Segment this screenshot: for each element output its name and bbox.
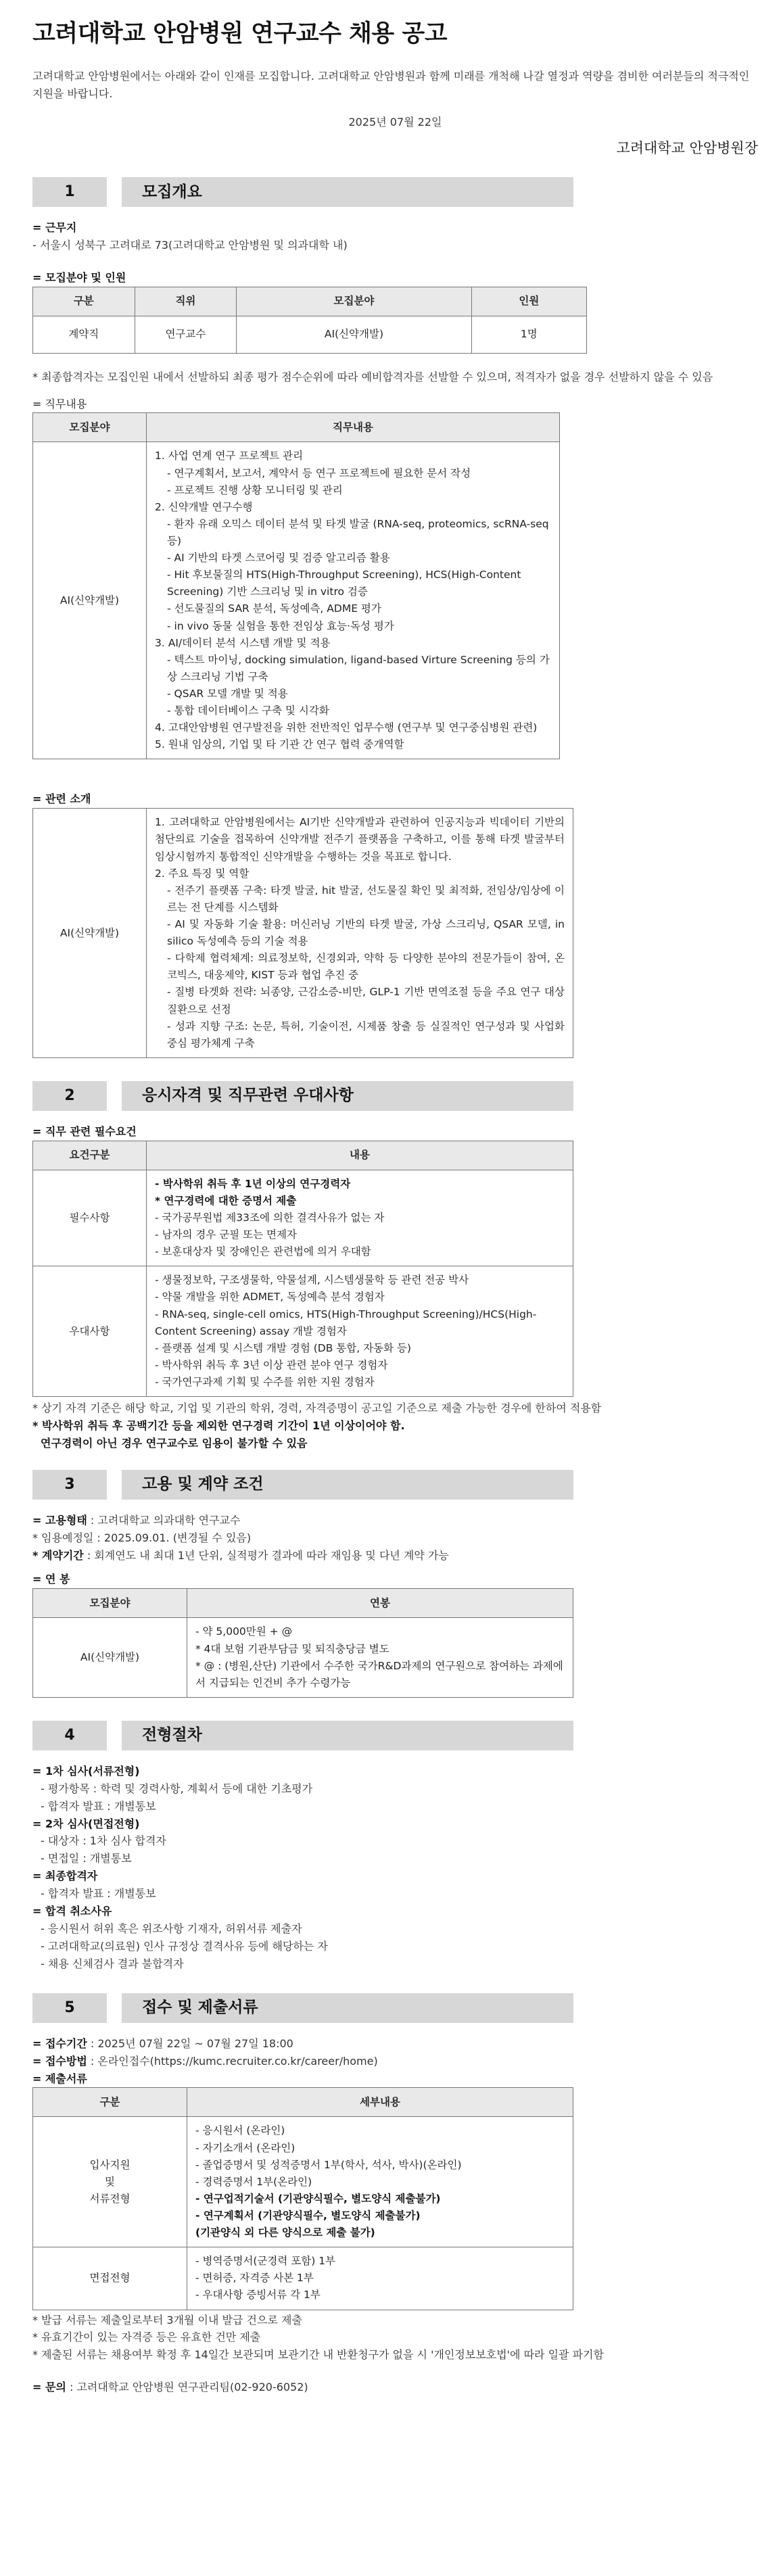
hospital-director: 고려대학교 안암병원장 — [616, 140, 758, 157]
period-label: = 접수기간 — [32, 2036, 87, 2050]
list-item: * @ : (병원,산단) 기관에서 수주한 국가R&D과제의 연구원으로 참여하는 과제에서 지급되는 인건비 추가 수령가능 — [195, 1659, 563, 1689]
list-item: - 응시원서 (온라인) — [195, 2124, 285, 2137]
process-line: - 고려대학교(의료원) 인사 규정상 결격사유 등에 해당하는 자 — [41, 1939, 328, 1953]
table-cell: 1명 — [471, 316, 586, 353]
list-item: 2. 주요 특징 및 역할 — [155, 867, 250, 880]
table-header: 인원 — [471, 287, 586, 316]
employment-type-label: = 고용형태 — [32, 1513, 87, 1527]
table-header-row — [33, 2088, 573, 2117]
section-number: 3 — [32, 1470, 107, 1500]
list-item: 1. 사업 연계 연구 프로젝트 관리 — [155, 450, 304, 462]
duty-table — [32, 412, 560, 759]
list-item: - QSAR 모델 개발 및 적용 — [167, 687, 288, 700]
process-line: - 합격자 발표 : 개별통보 — [41, 1887, 156, 1901]
related-intro-label: = 관련 소개 — [32, 792, 91, 806]
list-item: - 졸업증명서 및 성적증명서 1부(학사, 석사, 박사)(온라인) — [195, 2158, 462, 2171]
intro-text: 고려대학교 안암병원에서는 아래와 같이 인재를 모집합니다. 고려대학교 안암병원과 함께 미래를 개척해 나갈 열정과 역량을 겸비한 여러분들의 적극적인 지원을 바랍니다. — [32, 69, 750, 100]
table-row — [33, 316, 587, 353]
doc-category-line: 및 — [105, 2175, 115, 2188]
process-line: - 면접일 : 개별통보 — [41, 1852, 132, 1865]
list-item: - 병역증명서(군경력 포함) 1부 — [195, 2255, 336, 2268]
list-item: - AI 및 자동화 기술 활용: 머신러닝 기반의 타겟 발굴, 가상 스크리닝, QSAR 모델, in silico 독성예측 등의 기술 적용 — [167, 917, 565, 948]
announcement-date: 2025년 07월 22일 — [348, 116, 442, 129]
list-item: 3. AI/데이터 분석 시스템 개발 및 적용 — [155, 636, 331, 649]
table-cell: 계약직 — [33, 316, 135, 353]
workplace-label: = 근무지 — [32, 221, 77, 235]
related-intro-table — [32, 808, 573, 1058]
requirements-label: = 직무 관련 필수요건 — [32, 1124, 137, 1138]
list-item: - 약 5,000만원 + @ — [195, 1625, 293, 1638]
employment-type-value: : 고려대학교 의과대학 연구교수 — [87, 1513, 241, 1527]
list-item: - 텍스트 마이닝, docking simulation, ligand-based Virture Screening 등의 가상 스크리닝 기법 구축 — [167, 653, 550, 683]
table-cell: 우대사항 — [33, 1266, 147, 1397]
list-item: - 우대사항 증빙서류 각 1부 — [195, 2289, 321, 2301]
section-number: 4 — [32, 1721, 107, 1750]
table-header: 세부내용 — [187, 2088, 573, 2117]
table-cell — [187, 1618, 573, 1697]
docs-label: = 제출서류 — [32, 2072, 87, 2085]
list-item: - 연구업적기술서 (기관양식필수, 별도양식 제출불가) — [195, 2192, 441, 2205]
method-label: = 접수방법 — [32, 2054, 87, 2068]
process-line: - 응시원서 허위 혹은 위조사항 기재자, 허위서류 제출자 — [41, 1922, 302, 1935]
list-item: - 연구계획서, 보고서, 계약서 등 연구 프로젝트에 필요한 문서 작성 — [167, 467, 471, 479]
process-blocks — [32, 1763, 758, 1973]
career-note: * 박사학위 취득 후 공백기간 등을 제외한 연구경력 기간이 1년 이상이어야 함. — [32, 1418, 405, 1432]
table-header: 모집분야 — [33, 413, 147, 442]
section-title: 모집개요 — [122, 177, 573, 207]
table-cell — [147, 1266, 573, 1397]
section-header-5 — [32, 1993, 573, 2023]
table-header: 직위 — [135, 287, 237, 316]
table-cell — [187, 2247, 573, 2310]
table-cell — [147, 809, 573, 1058]
table-row — [33, 442, 560, 759]
table-header-row — [33, 413, 560, 442]
start-date: * 임용예정일 : 2025.09.01. (변경될 수 있음) — [32, 1531, 252, 1544]
list-item: - 박사학위 취득 후 1년 이상의 연구경력자 — [155, 1177, 351, 1190]
table-cell: AI(신약개발) — [237, 316, 471, 353]
list-item: - 면허증, 자격증 사본 1부 — [195, 2272, 314, 2285]
table-header: 직무내용 — [147, 413, 560, 442]
list-item: - Hit 후보물질의 HTS(High-Throughput Screening), HCS(High-Content Screening) 기반 스크리닝 및 in vitro 검증 — [167, 569, 521, 598]
method-value: : 온라인접수(https://kumc.recruiter.co.kr/career/home) — [87, 2054, 378, 2068]
selection-note: * 최종합격자는 모집인원 내에서 선발하되 최종 평가 점수순위에 따라 예비합격자를 선발할 수 있으며, 적격자가 없을 경우 선발하지 않을 수 있음 — [32, 370, 713, 383]
list-item: - 프로젝트 진행 상황 모니터링 및 관리 — [167, 483, 343, 496]
career-note-detail: 연구경력이 아닌 경우 연구교수로 임용이 불가할 수 있음 — [41, 1436, 308, 1450]
section-number: 5 — [32, 1993, 107, 2023]
section-title: 응시자격 및 직무관련 우대사항 — [122, 1081, 573, 1111]
table-cell: AI(신약개발) — [33, 809, 147, 1058]
list-item: - in vivo 동물 실험을 통한 전임상 효능·독성 평가 — [167, 619, 394, 632]
table-cell — [147, 442, 560, 759]
list-item: 5. 원내 임상의, 기업 및 타 기관 간 연구 협력 중개역할 — [155, 738, 404, 751]
process-label: = 합격 취소사유 — [32, 1905, 112, 1918]
table-header: 모집분야 — [237, 287, 471, 316]
table-cell: 필수사항 — [33, 1170, 147, 1266]
list-item: - 성과 지향 구조: 논문, 특허, 기술이전, 시제품 창출 등 실질적인 연구성과 및 사업화 중심 평가체계 구축 — [167, 1020, 565, 1049]
recruit-table — [32, 287, 587, 354]
qualification-note: * 상기 자격 기준은 해당 학교, 기업 및 기관의 학위, 경력, 자격증명이 공고일 기준으로 제출 가능한 경우에 한하여 적용함 — [32, 1402, 602, 1415]
section-header-2 — [32, 1081, 573, 1111]
duty-list — [155, 448, 551, 753]
table-row — [33, 1618, 573, 1697]
table-header: 구분 — [33, 2088, 187, 2117]
table-row — [33, 2247, 573, 2310]
table-header-row — [33, 1589, 573, 1618]
list-item: - 플랫폼 설계 및 시스템 개발 경험 (DB 통합, 자동화 등) — [155, 1341, 411, 1354]
table-row — [33, 1266, 573, 1397]
page-title: 고려대학교 안암병원 연구교수 채용 공고 — [32, 20, 448, 47]
period-value: : 2025년 07월 22일 ~ 07월 27일 18:00 — [87, 2036, 293, 2050]
list-item: 4. 고대안암병원 연구발전을 위한 전반적인 업무수행 (연구부 및 연구중심병원 관련) — [155, 721, 538, 734]
table-cell: AI(신약개발) — [33, 442, 147, 759]
list-item: - 다학제 협력체계: 의료정보학, 신경외과, 약학 등 다양한 분야의 전문가들이 참여, 온코빅스, 대웅제약, KIST 등과 협업 추진 중 — [167, 952, 565, 982]
doc-note: * 제출된 서류는 채용여부 확정 후 14일간 보관되며 보관기간 내 반환청구가 없을 시 '개인정보보호법'에 따라 일괄 파기함 — [32, 2348, 604, 2362]
list-item: - 약물 개발을 위한 ADMET, 독성예측 분석 경험자 — [155, 1291, 385, 1304]
section-header-1 — [32, 177, 573, 207]
preferred-list — [155, 1272, 565, 1391]
doc-category-line: 서류전형 — [89, 2192, 131, 2205]
list-item: 2. 신약개발 연구수행 — [155, 500, 253, 513]
interview-docs-list — [195, 2253, 565, 2304]
process-label: = 최종합격자 — [32, 1869, 98, 1883]
list-item: (기관양식 외 다른 양식으로 제출 불가) — [195, 2226, 375, 2239]
list-item: - 자기소개서 (온라인) — [195, 2141, 295, 2154]
doc-note: * 발급 서류는 제출일로부터 3개월 이내 발급 건으로 제출 — [32, 2313, 302, 2327]
table-cell: 연구교수 — [135, 316, 237, 353]
process-line: - 합격자 발표 : 개별통보 — [41, 1799, 156, 1813]
doc-category-line: 입사지원 — [89, 2158, 131, 2171]
related-intro-list — [155, 814, 565, 1052]
salary-list — [195, 1623, 565, 1691]
salary-table — [32, 1588, 573, 1697]
list-item: - 질병 타겟화 전략: 뇌종양, 근감소증-비만, GLP-1 기반 면역조절 등을 주요 연구 대상 질환으로 선정 — [167, 986, 565, 1016]
table-header-row — [33, 287, 587, 316]
table-row — [33, 2117, 573, 2247]
duty-label: = 직무내용 — [32, 397, 87, 410]
list-item: - 보훈대상자 및 장애인은 관련법에 의거 우대함 — [155, 1245, 371, 1258]
list-item: - 국가연구과제 기획 및 수주를 위한 지원 경험자 — [155, 1375, 375, 1388]
table-header: 내용 — [147, 1141, 573, 1170]
list-item: - AI 기반의 타겟 스코어링 및 검증 알고리즘 활용 — [167, 552, 390, 565]
section-number: 2 — [32, 1081, 107, 1111]
list-item: * 연구경력에 대한 증명서 제출 — [155, 1194, 297, 1207]
list-item: * 4대 보험 기관부담금 및 퇴직충당금 별도 — [195, 1642, 389, 1655]
required-list — [155, 1176, 565, 1261]
table-cell — [147, 1170, 573, 1266]
process-line: - 대상자 : 1차 심사 합격자 — [41, 1834, 166, 1848]
workplace-address: - 서울시 성북구 고려대로 73(고려대학교 안암병원 및 의과대학 내) — [32, 239, 348, 252]
salary-label: = 연 봉 — [32, 1573, 70, 1586]
table-cell: AI(신약개발) — [33, 1618, 187, 1697]
table-header-row — [33, 1141, 573, 1170]
section-header-3 — [32, 1470, 573, 1500]
recruit-label: = 모집분야 및 인원 — [32, 271, 126, 285]
list-item: - 경력증명서 1부(온라인) — [195, 2175, 312, 2188]
list-item: - 국가공무원법 제33조에 의한 결격사유가 없는 자 — [155, 1211, 385, 1224]
table-row — [33, 1170, 573, 1266]
table-cell: 면접전형 — [33, 2247, 187, 2310]
list-item: - 통합 데이터베이스 구축 및 시각화 — [167, 705, 329, 717]
contact-value: : 고려대학교 안암병원 연구관리팀(02-920-6052) — [66, 2381, 308, 2394]
section-number: 1 — [32, 177, 107, 207]
table-row — [33, 809, 573, 1058]
section-title: 고용 및 계약 조건 — [122, 1470, 573, 1500]
table-header: 요건구분 — [33, 1141, 147, 1170]
list-item: - 환자 유래 오믹스 데이터 분석 및 타겟 발굴 (RNA-seq, proteomics, scRNA-seq 등) — [167, 517, 549, 547]
contact-label: = 문의 — [32, 2381, 66, 2394]
list-item: - 박사학위 취득 후 3년 이상 관련 분야 연구 경험자 — [155, 1358, 388, 1371]
process-label: = 2차 심사(면접전형) — [32, 1817, 140, 1830]
process-line: - 평가항목 : 학력 및 경력사항, 계획서 등에 대한 기초평가 — [41, 1782, 313, 1795]
process-label: = 1차 심사(서류전형) — [32, 1764, 140, 1778]
list-item: - 남자의 경우 군필 또는 면제자 — [155, 1229, 297, 1241]
list-item: - 전주기 플랫폼 구축: 타겟 발굴, hit 발굴, 선도물질 확인 및 최적화, 전임상/임상에 이르는 전 단계를 시스템화 — [167, 884, 565, 913]
contract-label: * 계약기간 — [32, 1548, 84, 1562]
table-header: 구분 — [33, 287, 135, 316]
section-title: 접수 및 제출서류 — [122, 1993, 573, 2023]
process-line: - 채용 신체검사 결과 불합격자 — [41, 1957, 184, 1970]
table-header: 모집분야 — [33, 1589, 187, 1618]
list-item: - RNA-seq, single-cell omics, HTS(High-Throughput Screening)/HCS(High-Content Screening) assay 개발 경험자 — [155, 1308, 537, 1337]
documents-table — [32, 2087, 573, 2310]
application-docs-list — [195, 2122, 565, 2241]
requirements-table — [32, 1141, 573, 1397]
table-cell — [187, 2117, 573, 2247]
list-item: - 연구계획서 (기관양식필수, 별도양식 제출불가) — [195, 2209, 421, 2222]
list-item: - 생물정보학, 구조생물학, 약물설계, 시스템생물학 등 관련 전공 박사 — [155, 1274, 469, 1287]
section-header-4 — [32, 1721, 573, 1750]
doc-note: * 유효기간이 있는 자격증 등은 유효한 건만 제출 — [32, 2331, 261, 2344]
contract-value: : 회계연도 내 최대 1년 단위, 실적평가 결과에 따라 재임용 및 다년 계약 가능 — [83, 1548, 449, 1562]
table-cell — [33, 2117, 187, 2247]
list-item: - 선도물질의 SAR 분석, 독성예측, ADME 평가 — [167, 602, 381, 615]
section-title: 전형절차 — [122, 1721, 573, 1750]
list-item: 1. 고려대학교 안암병원에서는 AI기반 신약개발과 관련하여 인공지능과 빅데이터 기반의 첨단의료 기술을 접목하여 신약개발 전주기 플랫폼을 구축하고, 이를 통해 타겟 발굴부터 임상시험까지 통합적인 신약개발을 수행하는 것을 목표로 합니다. — [155, 816, 565, 863]
table-header: 연봉 — [187, 1589, 573, 1618]
